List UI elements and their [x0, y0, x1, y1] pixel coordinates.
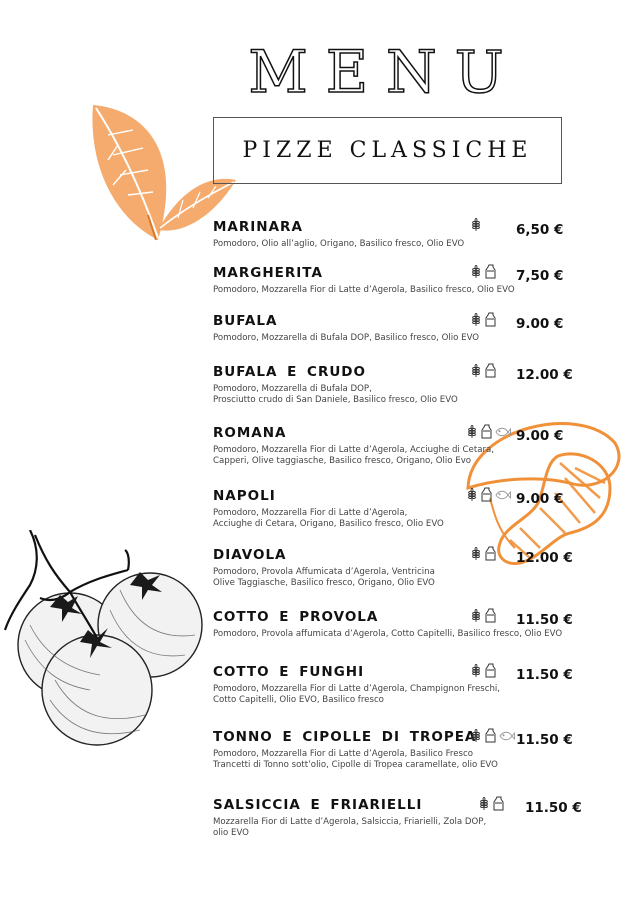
fish-icon: [495, 489, 511, 501]
menu-item-description: Pomodoro, Mozzarella Fior di Latte d’Agerola, Basilico Fresco Trancetti di Tonno sott’olio, Cipolle di Tropea caramellate, olio EVO: [213, 749, 498, 770]
allergen-icons: [470, 546, 496, 561]
menu-item-price: 11.50 €: [516, 612, 573, 628]
menu-item-price: 11.50 €: [525, 800, 582, 816]
menu-item-name: BUFALA E CRUDO: [213, 364, 366, 380]
menu-item-price: 11.50 €: [516, 667, 573, 683]
allergen-icons: [470, 728, 515, 743]
menu-item-name: BUFALA: [213, 313, 278, 329]
wheat-icon: [470, 729, 482, 743]
wheat-icon: [466, 425, 478, 439]
allergen-icons: [466, 487, 511, 502]
menu-item-name: COTTO E PROVOLA: [213, 609, 379, 625]
menu-item-description: Pomodoro, Mozzarella di Bufala DOP, Prosciutto crudo di San Daniele, Basilico fresco, Olio EVO: [213, 384, 458, 405]
menu-item-description: Pomodoro, Olio all’aglio, Origano, Basilico fresco, Olio EVO: [213, 239, 465, 249]
allergen-icons: [470, 264, 496, 279]
wheat-icon: [470, 313, 482, 327]
page-title: MENU: [248, 38, 522, 106]
section-title: PIZZE CLASSICHE: [242, 138, 533, 163]
milk-icon: [485, 663, 496, 678]
allergen-icons: [478, 796, 504, 811]
menu-item-price: 7,50 €: [516, 268, 564, 284]
milk-icon: [485, 264, 496, 279]
menu-item-price: 9.00 €: [516, 316, 564, 332]
menu-item-name: DIAVOLA: [213, 547, 287, 563]
menu-item-price: 9.00 €: [516, 428, 564, 444]
allergen-icons: [470, 218, 482, 232]
menu-item-description: Pomodoro, Mozzarella Fior di Latte d’Agerola, Acciughe di Cetara, Origano, Basilico fresco, Olio EVO: [213, 508, 444, 529]
fish-icon: [495, 426, 511, 438]
menu-item-name: TONNO E CIPOLLE DI TROPEA: [213, 729, 477, 745]
wheat-icon: [466, 488, 478, 502]
menu-item-description: Pomodoro, Provola affumicata d’Agerola, Cotto Capitelli, Basilico fresco, Olio EVO: [213, 629, 563, 639]
menu-item-name: MARINARA: [213, 219, 303, 235]
wheat-icon: [470, 218, 482, 232]
wheat-icon: [470, 609, 482, 623]
menu-item-description: Pomodoro, Mozzarella di Bufala DOP, Basilico fresco, Olio EVO: [213, 333, 480, 343]
wheat-icon: [470, 547, 482, 561]
milk-icon: [493, 796, 504, 811]
milk-icon: [485, 363, 496, 378]
menu-item-price: 12.00 €: [516, 550, 573, 566]
milk-icon: [485, 546, 496, 561]
milk-icon: [485, 608, 496, 623]
milk-icon: [485, 728, 496, 743]
wheat-icon: [470, 664, 482, 678]
menu-item-price: 12.00 €: [516, 367, 573, 383]
menu-item-description: Pomodoro, Provola Affumicata d’Agerola, Ventricina Olive Taggiasche, Basilico fresco, Origano, Olio EVO: [213, 567, 435, 588]
allergen-icons: [470, 312, 496, 327]
menu-item-price: 11.50 €: [516, 732, 573, 748]
tomatoes-illustration: [0, 530, 210, 750]
allergen-icons: [470, 363, 496, 378]
milk-icon: [481, 424, 492, 439]
menu-item-name: MARGHERITA: [213, 265, 323, 281]
wheat-icon: [470, 265, 482, 279]
menu-item-description: Pomodoro, Mozzarella Fior di Latte d’Agerola, Basilico fresco, Olio EVO: [213, 285, 515, 295]
menu-item-name: COTTO E FUNGHI: [213, 664, 365, 680]
menu-item-description: Mozzarella Fior di Latte d’Agerola, Salsiccia, Friarielli, Zola DOP, olio EVO: [213, 817, 487, 838]
menu-item-price: 6,50 €: [516, 222, 564, 238]
menu-item-name: ROMANA: [213, 425, 287, 441]
milk-icon: [481, 487, 492, 502]
menu-item-description: Pomodoro, Mozzarella Fior di Latte d’Agerola, Acciughe di Cetara, Capperi, Olive taggiasche, Basilico fresco, Origano, Olio Evo: [213, 445, 495, 466]
milk-icon: [485, 312, 496, 327]
menu-item-name: NAPOLI: [213, 488, 276, 504]
wheat-icon: [478, 797, 490, 811]
allergen-icons: [470, 608, 496, 623]
menu-item-price: 9.00 €: [516, 491, 564, 507]
fish-icon: [499, 730, 515, 742]
allergen-icons: [466, 424, 511, 439]
allergen-icons: [470, 663, 496, 678]
section-header-box: [213, 117, 562, 184]
menu-item-name: SALSICCIA E FRIARIELLI: [213, 797, 423, 813]
wheat-icon: [470, 364, 482, 378]
menu-item-description: Pomodoro, Mozzarella Fior di Latte d’Agerola, Champignon Freschi, Cotto Capitelli, Olio EVO, Basilico fresco: [213, 684, 501, 705]
